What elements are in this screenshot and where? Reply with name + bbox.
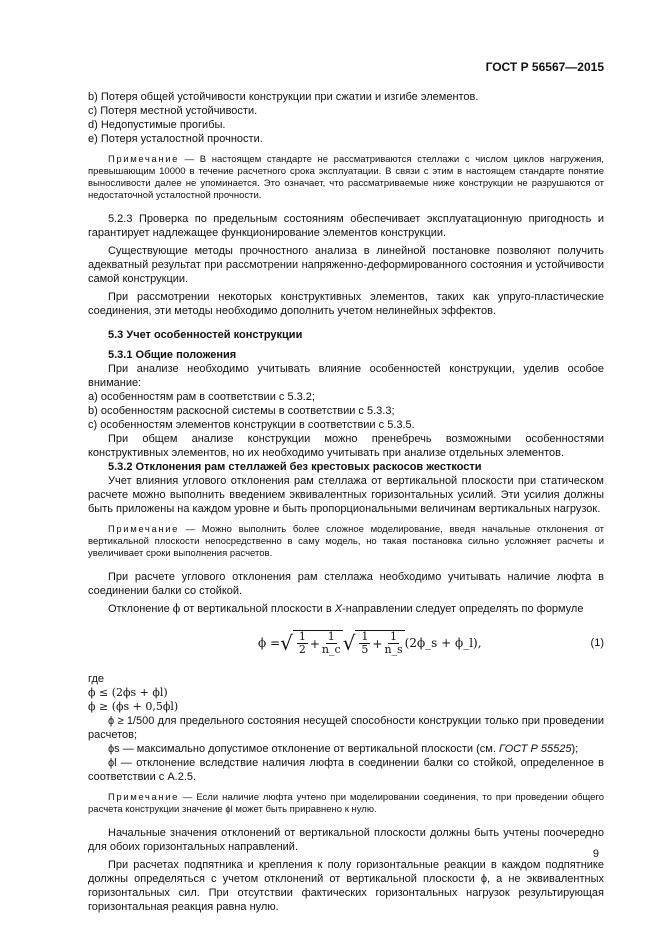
subsection-heading: 5.3.1 Общие положения (108, 349, 237, 361)
paragraph: При расчете углового отклонения рам стеллажа необходимо учитывать наличие люфта в соединении балки со стойкой. (88, 571, 604, 597)
condition: ϕ ≥ (ϕs + 0,5ϕl) (88, 700, 179, 713)
formula-expression: ϕ = √ $\frac{1}{2}$ + $\frac{1}{n\_c}$ √ $\frac{1}{5}$ + $\frac{1}{n\_s}$ (2ϕ_s + ϕ_l), (258, 630, 482, 656)
paragraph: При общем анализе конструкции можно пренебречь возможными особенностями конструктивных элементов, но их необходимо учитывать при анализе отдельных элементов. (88, 433, 604, 459)
list-item: b) особенностям раскосной системы в соответствии с 5.3.3; (88, 405, 395, 417)
list-item: e) Потеря усталостной прочности. (88, 133, 263, 145)
list-item: a) особенностям рам в соответствии с 5.3.2; (88, 391, 315, 403)
paragraph: Начальные значения отклонений от вертикальной плоскости должны быть учтены поочередно для обоих горизонтальных направлений. (88, 827, 604, 853)
list-item: b) Потеря общей устойчивости конструкции при сжатии и изгибе элементов. (88, 91, 479, 103)
page-number: 9 (592, 848, 599, 860)
list-item: c) Потеря местной устойчивости. (88, 105, 258, 117)
note-label: Примечание (108, 524, 179, 535)
section-heading: 5.3 Учет особенностей конструкции (108, 329, 303, 341)
list-item: c) особенностям элементов конструкции в соответствии с 5.3.5. (88, 419, 415, 431)
where-label: где (88, 673, 105, 685)
condition: ϕ ≤ (2ϕs + ϕl) (88, 686, 168, 699)
equation-number: (1) (590, 637, 604, 649)
note-label: Примечание (108, 792, 179, 803)
definition: ϕl — отклонение вследствие наличия люфта в соединении балки со стойкой, определенное в соответствии с А.2.5. (88, 757, 604, 783)
paragraph: При анализе необходимо учитывать влияние особенностей конструкции, уделив особое внимание: (88, 363, 604, 389)
paragraph: 5.2.3 Проверка по предельным состояниям обеспечивает эксплуатационную пригодность и гарантирует надлежащее функционирование элементов конструкции. (88, 213, 604, 239)
paragraph: При расчетах подпятника и крепления к полу горизонтальные реакции в каждом подпятнике должны определяться с учетом отклонений от вертикальной плоскости ϕ, а не эквивалентных горизонтальных сил. При отсутствии фактических горизонтальных нагрузок результирующая горизонтальная реакция равна нулю. (88, 859, 604, 913)
formula-1 (88, 624, 604, 668)
note-text: — Если наличие люфта учтено при моделировании соединения, то при проведении общего расчета конструкции значение ϕl может быть приравнено к нулю. (88, 792, 604, 815)
definition: ϕs — максимально допустимое отклонение от вертикальной плоскости (см. ГОСТ Р 55525); (108, 743, 579, 755)
note-2 (88, 524, 604, 560)
list-item: d) Недопустимые прогибы. (88, 119, 226, 131)
note-3 (88, 792, 604, 816)
paragraph: Учет влияния углового отклонения рам стеллажа от вертикальной плоскости при статическом расчете можно выполнить введением эквивалентных горизонтальных усилий. Эти усилия должны быть приложены на каждом уровне и быть пропорциональными величинам вертикальных нагрузок. (88, 475, 604, 515)
page-content (88, 90, 604, 914)
paragraph: При рассмотрении некоторых конструктивных элементов, таких как упруго-пластические соединения, эти методы необходимо дополнить учетом нелинейных эффектов. (88, 291, 604, 317)
note-label: Примечание (108, 154, 179, 165)
paragraph: Отклонение ϕ от вертикальной плоскости в X-направлении следует определять по формуле (108, 602, 584, 615)
paragraph: Существующие методы прочностного анализа в линейной постановке позволяют получить адекватный результат при рассмотрении напряженно-деформированного состояния и устойчивости самой конструкции. (88, 245, 604, 285)
note-text: — Можно выполнить более сложное моделирование, введя начальные отклонения от вертикальной плоскости непосредственно в саму модель, но такая постановка сильно усложняет расчеты и увеличивает сроки выполнения расчетов. (88, 524, 604, 559)
standard-header: ГОСТ Р 56567—2015 (485, 60, 604, 74)
note-text: — В настоящем стандарте не рассматриваются стеллажи с числом циклов нагружения, превышающим 10000 в течение расчетного срока эксплуатации. В связи с этим в настоящем стандарте понятие выносливости далее не упоминается. Это означает, что рассматриваемые ниже конструкции не разрушаются от недостаточной усталостной прочности. (88, 154, 604, 201)
note-1 (88, 154, 604, 202)
subsection-heading: 5.3.2 Отклонения рам стеллажей без крестовых раскосов жесткости (108, 461, 482, 473)
definition: ϕ ≥ 1/500 для предельного состояния несущей способности конструкции только при проведении расчетов; (88, 715, 604, 741)
